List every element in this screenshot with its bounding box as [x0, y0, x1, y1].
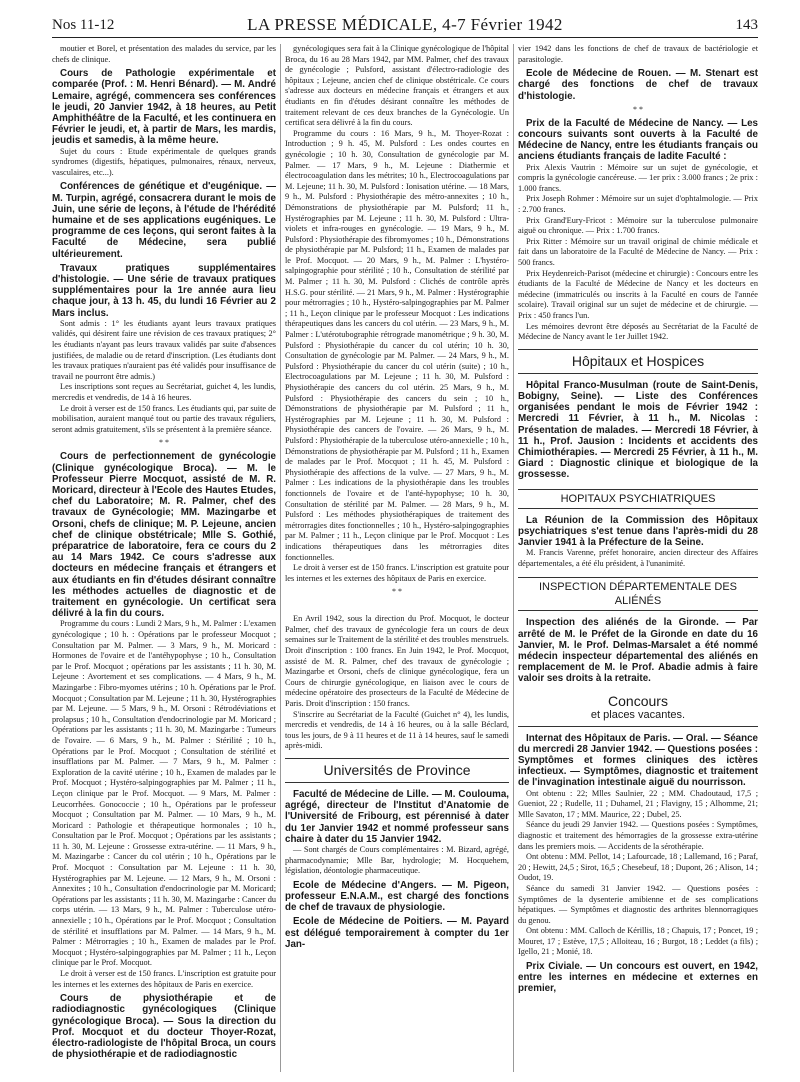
header-rule [52, 37, 758, 38]
paragraph: Le droit à verser est de 150 francs. L'inscription est gratuite pour les internes et les externes des hôpitaux de Paris en exercice. [285, 563, 509, 583]
section-title: Universités de Province [285, 758, 509, 783]
paragraph: Prix Joseph Rohmer : Mémoire sur un sujet d'ophtalmologie. — Prix : 2.700 francs. [518, 194, 758, 214]
paragraph: Prix Heydenreich-Parisot (médecine et chirurgie) : Concours entre les étudiants de la Faculté de Médecine de Nancy et les docteurs en médecine (immatriculés ou inscrits à la Faculté en cours de l'année scolaire). Travail original sur un sujet de médecine et de chirurgie. — Prix : 450 francs l'un. [518, 268, 758, 320]
section-title: Hôpitaux et Hospices [518, 349, 758, 374]
notice-heading: Cours de perfectionnement de gynécologie (Clinique gynécologique Broca). — M. le Professeur Pierre Mocquot, assisté de M. R. Moricard, directeur à l'Ecole des Hautes Etudes, chef du Laboratoire; M. R. Palmer, chef des travaux de Gynécologie; MM. Mazingarbe et Orsoni, chefs de clinique; M. P. Lejeune, ancien chef de clinique obstétricale; Mlle S. Gothié, préparatrice de laboratoire, fera ce cours du 2 au 14 Mars 1942. Ce cours s'adresse aux docteurs en médecine français et étrangers et aux étudiants en fin d'études désirant connaître les méthodes actuelles de diagnostic et de traitement en gynécologie. Un certificat sera délivré à la fin du cours. [52, 451, 276, 620]
paragraph: Prix Grand'Eury-Fricot : Mémoire sur la tuberculose pulmonaire aiguë ou chronique. — Prix : 1.700 francs. [518, 215, 758, 236]
paragraph: Le droit à verser est de 150 francs. L'inscription est gratuite pour les internes et les externes des hôpitaux de Paris en exercice. [52, 969, 276, 989]
issue-number: Nos 11-12 [52, 17, 115, 33]
paragraph: En Avril 1942, sous la direction du Prof. Mocquot, le docteur Palmer, chef des travaux de gynécologie fera un cours de deux semaines sur le Traitement de la stérilité et des troubles menstruels. Droit d'inscription : 100 francs. En Juin 1942, le Prof. Mocquot, assisté de M. R. Palmer, chef des travaux de gynécologie ; Mazingarbe et Orsoni, chefs de clinique gynécologique, fera un Cours de chirurgie gynécologique, en liaison avec le cours de médecine opératoire des prosecteurs de la Faculté de Médecine de Paris. Droit d'inscription : 150 francs. [285, 614, 509, 709]
notice-heading: Inspection des aliénés de la Gironde. — Par arrêté de M. le Préfet de la Gironde en date du 16 Janvier, M. le Prof. Delmas-Marsalet a été nommé médecin inspecteur départemental des aliénés en remplacement de M. le Prof. Abadie admis à faire valoir ses droits à la retraite. [518, 617, 758, 685]
paragraph: gynécologiques sera fait à la Clinique gynécologique de l'hôpital Broca, du 16 au 28 Mars 1942, par MM. Palmer, chef des travaux de gynécologie ; Pulsford, assistant d'électro-radiologie des hôpitaux ; Lejeune, ancien chef de clinique obstétricale. Ce cours s'adresse aux docteurs en médecine français et étrangers et aux étudiants en fin d'études désirant connaître les méthodes de traitement relevant de ces deux branches de la Gynécologie. Un certificat sera délivré à la fin du cours. [285, 44, 509, 128]
column-3 [518, 44, 758, 1074]
paragraph: Programme du cours : 16 Mars, 9 h., M. Thoyer-Rozat : Introduction ; 9 h. 45, M. Pulsford : Les ondes courtes en gynécologie ; 10 h. 30, Consultation de gynécologie par M. Palmer. — 17 Mars, 9 h., M. Lejeune : Diathermie et électrocoagulation dans les métrites; 10 h., Electrocoagulations par M. Lejeune; 11 h. 30, M. Pulsford : Ionisation utérine. — 18 Mars, 9 h., M. Pulsford : Physiothérapie des métro-annexites ; 10 h., Démonstrations de physiothérapie par M. Pulsford; 11 h., Hystérographies par M. Lejeune ; 11 h. 30, M. Pulsford : Ultra-violets et infra-rouges en gynécologie. — 19 Mars, 9 h., M. Pulsford : Physiothérapie des fibromyomes ; 10 h., Démonstrations de physiothérapie par M. Pulsford; 11 h., Examen de malades par le Prof. Mocquot. — 20 Mars, 9 h., M. Palmer : L'hystéro-salpingographie pour stérilité ; 10 h., Consultation de stérilité par M. Palmer ; 11 h. 30, M. Pulsford : Clichés de contrôle après H.S.G. pour stérilité. — 21 Mars, 9 h., M. Palmer : Hystérographie pour métrorragies ; 10 h., Hystéro-salpingographies par M. Palmer ; 11 h., Leçon clinique par le professeur Mocquot : Les indications thérapeutiques dans les cancers du col utérin. — 23 Mars, 9 h., M. Palmer : L'utérotubographie rétrograde manométrique ; 9 h. 30, M. Pulsford : Physiothérapie du cancer du col utérin; 10 h. 30, Consultation de gynécologie par M. Palmer. — 24 Mars, 9 h., M. Pulsford : Physiothérapie du cancer du col utérin (suite) ; 10 h., Electrocoagulations par M. Lejeune ; 11 h. 30, M. Pulsford : Physiothérapie des cancers du col utérin. 25 Mars, 9 h., M. Pulsford : Physiothérapie des cancers du sein ; 10 h., Démonstrations de physiothérapie par M. Pulsford ; 11 h., Hystérographies par M. Lejeune ; 11 h. 30, M. Pulsford : Physiothérapie des cancers de l'ovaire. — 26 Mars, 9 h., M. Pulsford : Physiothérapie de la tuberculose utéro-annexielle ; 10 h., Démonstrations de physiothérapie par M. Pulsford ; 11 h., Examen de malades par le Prof. Mocquot ; 11 h. 45, M. Pulsford : Physiothérapie des affections de la vulve. — 27 Mars, 9 h., M. Palmer : Les indications de la physiothérapie dans les troubles fonctionnels de l'ovaire et de l'anté-hypophyse; 10 h. 30, Consultation de stérilité par M. Palmer. — 28 Mars, 9 h., M. Pulsford : Les méthodes physiothérapiques de traitement des métrorragies dites fonctionnelles ; 10 h., Hystéro-salpingographies par M. Palmer ; 11 h., Leçon clinique par le Prof. Mocquot : Les indications thérapeutiques dans les métrorragies dites fonctionnelles. [285, 128, 509, 562]
paragraph: vier 1942 dans les fonctions de chef de travaux de bactériologie et parasitologie. [518, 44, 758, 64]
notice-heading: Cours de Pathologie expérimentale et comparée (Prof. : M. Henri Bénard). — M. André Lemaire, agrégé, commencera ses conférences le jeudi, 20 Janvier 1942, à 18 heures, au Petit Amphithéâtre de la Faculté, et les continuera en Février le jeudi, et, à partir de Mars, les mardis, jeudis et samedis, à la même heure. [52, 68, 276, 147]
paragraph: Prix Ritter : Mémoire sur un travail original de chimie médicale et fait dans un laboratoire de la Faculté de Médecine de Nancy. — Prix : 500 francs. [518, 236, 758, 267]
column-1 [52, 44, 276, 1074]
paragraph: M. Francis Varenne, préfet honoraire, ancien directeur des Affaires départementales, a été élu président, à l'unanimité. [518, 548, 758, 568]
section-stars: * * [633, 104, 643, 114]
notice-heading: Internat des Hôpitaux de Paris. — Oral. — Séance du mercredi 28 Janvier 1942. — Questions posées : Symptômes et formes cliniques des ictères infectieux. — Symptômes, diagnostic et traitement de l'invagination intestinale aiguë du nourrisson. [518, 732, 758, 789]
paragraph: Les inscriptions sont reçues au Secrétariat, guichet 4, les lundis, mercredis et vendredis, de 14 à 16 heures. [52, 382, 276, 402]
paragraph: Programme du cours : Lundi 2 Mars, 9 h., M. Palmer : L'examen gynécologique ; 10 h. : Opérations par le professeur Mocquot ; Consultation par M. Palmer. — 3 Mars, 9 h., M. Moricard : Hormones de l'ovaire et de l'antéhypophyse ; 10 h., Consultation par le Prof. Mocquot ; opérations par les assistants ; 11 h. 30, M. Lejeune : Avortement et ses complications. — 4 Mars, 9 h., M. Mazingarbe : Fibro-myomes utérins ; 10 h. Opérations par le Prof. Mocquot ; Consultation par M. Lejeune ; 11 h. 30, Hystérographies par M. Lejeune. — 5 Mars, 9 h., M. Orsoni : Rétrodéviations et prolapsus ; 10 h., Consultation d'endocrinologie par M. Moricard ; Opérations par les assistants ; 11 h. 30, M. Mazingarbe : Tumeurs de l'ovaire. — 6 Mars, 9 h., M. Palmer : Stérilité ; 10 h., Opérations par le Prof. Mocquot ; Consultation de stérilité et insufflations par M. Palmer. — 7 Mars, 9 h., M. Palmer : Exploration de la cavité utérine ; 10 h., Examen de malades par le Prof. Mocquot ; Hystéro-salpingographies par M. Palmer ; 11 h., Leçon clinique par le Prof. Mocquot. — 9 Mars, M. Palmer : Leucorrhées. Gonococcie ; 10 h., Opérations par le professeur Mocquot ; Consultation par M. Palmer. — 10 Mars, 9 h., M. Moricard : Pathologie et thérapeutique hormonales ; 10 h., Consultation par le Prof. Mocquot ; Opérations par les assistants ; 11 h. 30, M. Lejeune : Grossesse extra-utérine. — 11 Mars, 9 h., M. Mazingarbe : Cancer du col utérin ; 10 h., Opérations par le Prof. Mocquot : Consultation par M. Lejeune : 11 h. 30, Hystérographies par M. Lejeune. — 12 Mars, 9 h., M. Orsoni : Annexites ; 10 h., Consultation d'endocrinologie par M. Moricard; Opérations par les assistants ; 11 h. 30, M. Mazingarbe : Cancer du corps utérin. — 13 Mars, 9 h., M. Palmer : Tuberculose utéro-annexielle ; 10 h., Opérations par le Prof. Mocquot ; Consultation de stérilité et insufflations par M. Palmer. — 14 Mars, 9 h., M. Palmer : Métrorragies ; 10 h., Examen de malades par le Prof. Mocquot ; Hystéro-salpingographies par M. Palmer ; 11 h., Leçon clinique par le Prof. Mocquot. [52, 619, 276, 968]
paragraph: Sont admis : 1° les étudiants ayant leurs travaux pratiques validés, qui désirent faire une révision de ces travaux pratiques; 2° les étudiants n'ayant pas leurs travaux validés par suite d'absences justifiées, de maladie ou de retard d'inscription. (Les étudiants dont les travaux pratiques n'auraient pas été validés pour insuffisance de travail ne pourront être admis.) [52, 318, 276, 381]
paragraph: Prix Alexis Vautrin : Mémoire sur un sujet de gynécologie, et compris la gynécologie cancéreuse. — 1er prix : 3.000 francs ; 2e prix : 1.000 francs. [518, 162, 758, 193]
notice-heading: Travaux pratiques supplémentaires d'histologie. — Une série de travaux pratiques supplémentaires pour la 1re année aura lieu chaque jour, à 13 h. 45, du lundi 16 Février au 2 Mars inclus. [52, 262, 276, 319]
paragraph: Ont obtenu : MM. Calloch de Kérillis, 18 ; Chapuis, 17 ; Poncet, 19 ; Mouret, 17 ; Estève, 17,5 ; Alloiteau, 16 ; Burgot, 18 ; Leddet (a fils) ; Igello, 21 ; Monié, 18. [518, 926, 758, 957]
notice-heading: Cours de physiothérapie et de radiodiagnostic gynécologiques (Clinique gynécologique Broca). — Sous la direction du Prof. Mocquot et du docteur Thoyer-Rozat, électro-radiologiste de l'hôpital Broca, un cours de physiothérapie et de radiodiagnostic [52, 993, 276, 1061]
section-stars: * * [159, 438, 169, 448]
journal-title: LA PRESSE MÉDICALE, 4-7 Février 1942 [247, 15, 563, 34]
notice-heading: Faculté de Médecine de Lille. — M. Coulouma, agrégé, directeur de l'Institut d'Anatomie de l'Université de Fribourg, est pérennisé à dater du 1er Janvier 1942 et nommé professeur sans chaire à dater du 15 Janvier 1942. [285, 789, 509, 845]
page-header [52, 14, 758, 36]
section-stars: * * [392, 587, 402, 597]
notice-heading: Prix de la Faculté de Médecine de Nancy. — Les concours suivants sont ouverts à la Faculté de Médecine de Nancy, entre les étudiants français ou anciens étudiants français de ladite Faculté : [518, 117, 758, 163]
column-divider [280, 44, 281, 1072]
notice-heading: Prix Civiale. — Un concours est ouvert, en 1942, entre les internes en médecine et externes en premier, [518, 961, 758, 995]
notice-heading: Ecole de Médecine de Rouen. — M. Stenart est chargé des fonctions de chef de travaux d'histologie. [518, 68, 758, 102]
paragraph: Séance du jeudi 29 Janvier 1942. — Questions posées : Symptômes, diagnostic et traitement des hémorragies de la grossesse extra-utérine dans les premiers mois. — Accidents de la sérothérapie. [518, 820, 758, 851]
paragraph: Les mémoires devront être déposés au Secrétariat de la Faculté de Médecine de Nancy avant le 1er Juillet 1942. [518, 321, 758, 342]
paragraph: Ont obtenu : 22; Mlles Saulnier, 22 ; MM. Chadoutaud, 17,5 ; Gueniot, 22 ; Rudelle, 11 ; Duhamel, 21 ; Flavigny, 15 ; Alhomme, 21; Mlle Savaton, 17 ; MM. Maurice, 22 ; Dubel, 25. [518, 788, 758, 819]
column-divider [513, 44, 514, 1072]
notice-heading: Hôpital Franco-Musulman (route de Saint-Denis, Bobigny, Seine). — Liste des Conférences organisées pendant le mois de Février 1942 : Mercredi 11 Février, à 11 h., M. Nicolas : Présentation de malades. — Mercredi 18 Février, à 11 h., Prof. Jausion : Incidents et accidents des Chimiothérapies. — Mercredi 25 Février, à 11 h., M. Giard : Diagnostic clinique et biologique de la grossesse. [518, 379, 758, 481]
notice-heading: Ecole de Médecine d'Angers. — M. Pigeon, professeur E.N.A.M., est chargé des fonctions de chef de travaux de physiologie. [285, 879, 509, 914]
paragraph: Le droit à verser est de 150 francs. Les étudiants qui, par suite de mobilisation, auraient manqué tout ou partie des travaux réguliers, seront admis gratuitement, s'ils se présentent à la première séance. [52, 403, 276, 434]
page-number: 143 [735, 17, 758, 33]
section-subtitle: et places vacantes. [518, 709, 758, 727]
subsection-title: INSPECTION DÉPARTEMENTALE DES ALIÉNÉS [518, 577, 758, 611]
paragraph: — Sont chargés de Cours complémentaires : M. Bizard, agrégé, pharmacodynamie; Mlle Bar, hydrologie; M. Hocquehem, législation, déontologie pharmaceutique. [285, 845, 509, 876]
spacer [285, 600, 509, 614]
notice-heading: Ecole de Médecine de Poitiers. — M. Payard est délégué temporairement à compter du 1er Jan- [285, 916, 509, 950]
subsection-title: HOPITAUX PSYCHIATRIQUES [518, 489, 758, 509]
paragraph: Sujet du cours : Etude expérimentale de quelques grands syndromes (digestifs, hépatiques, pulmonaires, rénaux, nerveux, vasculaires, etc...). [52, 146, 276, 177]
paragraph: Séance du samedi 31 Janvier 1942. — Questions posées : Symptômes de la dysenterie amibienne et de ses complications hépatiques. — Symptômes et diagnostic des arthrites blennorragiques du genou. [518, 883, 758, 925]
paragraph: moutier et Borel, et présentation des malades du service, par les chefs de clinique. [52, 44, 276, 64]
column-2 [285, 44, 509, 1074]
notice-heading: La Réunion de la Commission des Hôpitaux psychiatriques s'est tenue dans l'après-midi du 28 Janvier 1941 à la Préfecture de la Seine. [518, 514, 758, 548]
paragraph: S'inscrire au Secrétariat de la Faculté (Guichet n° 4), les lundis, mercredis et vendredis, de 14 à 16 heures, ou à la salle Béclard, tous les jours, de 9 à 11 heures et de 11 à 14 heures, sauf le samedi après-midi. [285, 709, 509, 751]
paragraph: Ont obtenu : MM. Pellot, 14 ; Lafourcade, 18 ; Lallemand, 16 ; Paraf, 20 ; Hewitt, 24,5 ; Sirot, 16,5 ; Chesebeuf, 18 ; Dupont, 26 ; Alison, 14 ; Oudot, 19. [518, 852, 758, 883]
notice-heading: Conférences de génétique et d'eugénique. — M. Turpin, agrégé, consacrera durant le mois de Juin, une série de leçons, à l'étude de l'hérédité humaine et de ses applications eugéniques. Le programme de ces leçons, qui seront faites à la Faculté de Médecine, sera publié ultérieurement. [52, 181, 276, 260]
section-title: Concours [608, 692, 668, 709]
